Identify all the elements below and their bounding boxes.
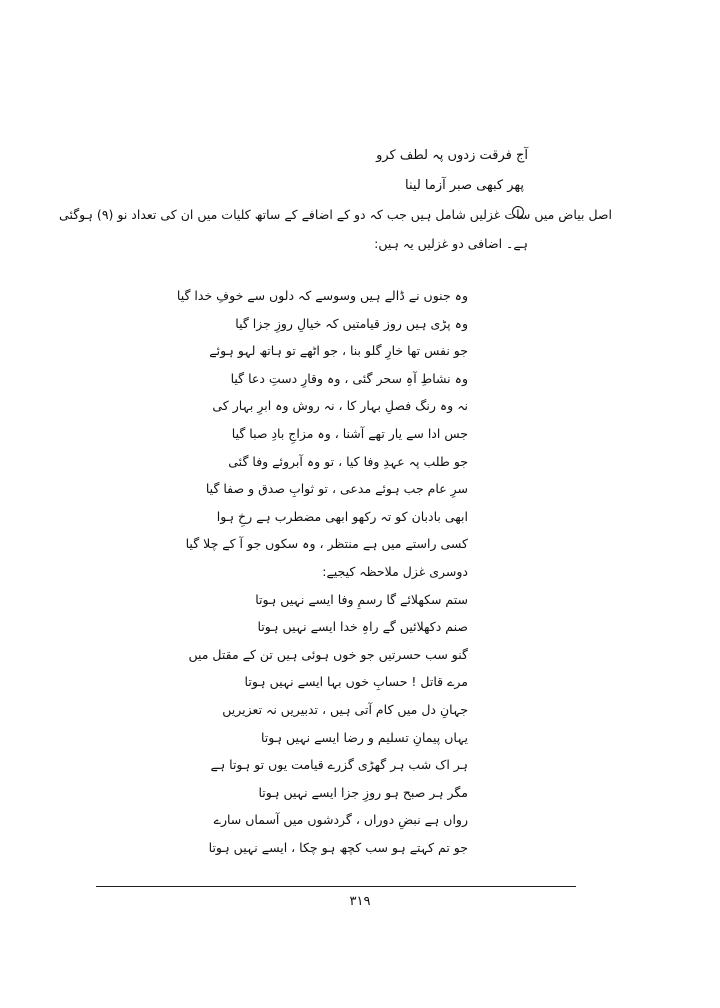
verse-line: جو نفس تھا خارِ گلو بنا ، جو اٹھے تو ہاتھ لہو ہوئے [209,343,468,359]
footer-divider [96,886,576,887]
verse-line: نہ وہ رنگ فصلِ بہار کا ، نہ روش وہ ابرِ بہار کی [212,398,468,414]
second-ghazal-heading: دوسری غزل ملاحظہ کیجیے: [322,563,468,579]
note-line-2: ہے۔ اضافی دو غزلیں یہ ہیں: [374,236,528,251]
verse-block [176,286,468,865]
verse-line: مرے قاتل ! حسابِ خوں بہا ایسے نہیں ہوتا [244,674,468,690]
page-number: ۳۱۹ [349,894,371,909]
verse-line: وہ پڑی ہیں روز قیامتیں کہ خیالِ روزِ جزا گیا [235,315,468,331]
couplet-line-1: آج فرقت زدوں پہ لطف کرو [376,148,528,163]
verse-line: گنو سب حسرتیں جو خوں ہوئی ہیں تن کے مقتل میں [188,646,468,662]
verse-line: ہر اک شب ہر گھڑی گزرے قیامت یوں تو ہوتا ہے [210,757,468,773]
verse-line: وہ جنوں نے ڈالے ہیں وسوسے کہ دلوں سے خوفِ خدا گیا [176,288,468,303]
verse-line: جس ادا سے یار تھے آشنا ، وہ مزاجِ بادِ صبا گیا [231,425,468,441]
verse-line: صنم دکھلائیں گے راہِ خدا ایسے نہیں ہوتا [257,619,468,635]
verse-line: ستم سکھلائے گا رسمِ وفا ایسے نہیں ہوتا [255,591,468,607]
verse-line: رواں ہے نبضِ دوراں ، گردشوں میں آسماں سارے [213,812,468,828]
verse-line: جو طلب پہ عہدِ وفا کیا ، تو وہ آبروئے وفا گئی [228,453,468,469]
couplet-line-2: پھر کبھی صبر آزما لینا [405,178,524,193]
verse-line: جہانِ دل میں کام آتی ہیں ، تدبیریں نہ تعزیریں [222,701,468,717]
verse-line: سرِ عام جب ہوئے مدعی ، تو ثوابِ صدق و صفا گیا [205,481,468,497]
note-line-1: اصل بیاض میں سات غزلیں شامل ہیں جب کہ دو کے اضافے کے ساتھ کلیات میں ان کی تعداد نو (۹) ہوگئی [59,207,612,222]
verse-line: یہاں پیمانِ تسلیم و رضا ایسے نہیں ہوتا [260,729,468,745]
verse-line: کسی راستے میں ہے منتظر ، وہ سکوں جو آ کے چلا گیا [185,536,468,552]
verse-line: وہ نشاطِ آہِ سحر گئی ، وہ وقارِ دستِ دعا گیا [230,370,468,386]
verse-line: مگر ہر صبح ہو روزِ جزا ایسے نہیں ہوتا [258,784,468,800]
verse-line: جو تم کہتے ہو سب کچھ ہو چکا ، ایسے نہیں ہوتا [208,839,468,855]
verse-line: ابھی بادبان کو تہ رکھو ابھی مضطرب ہے رخِ ہوا [216,508,468,524]
